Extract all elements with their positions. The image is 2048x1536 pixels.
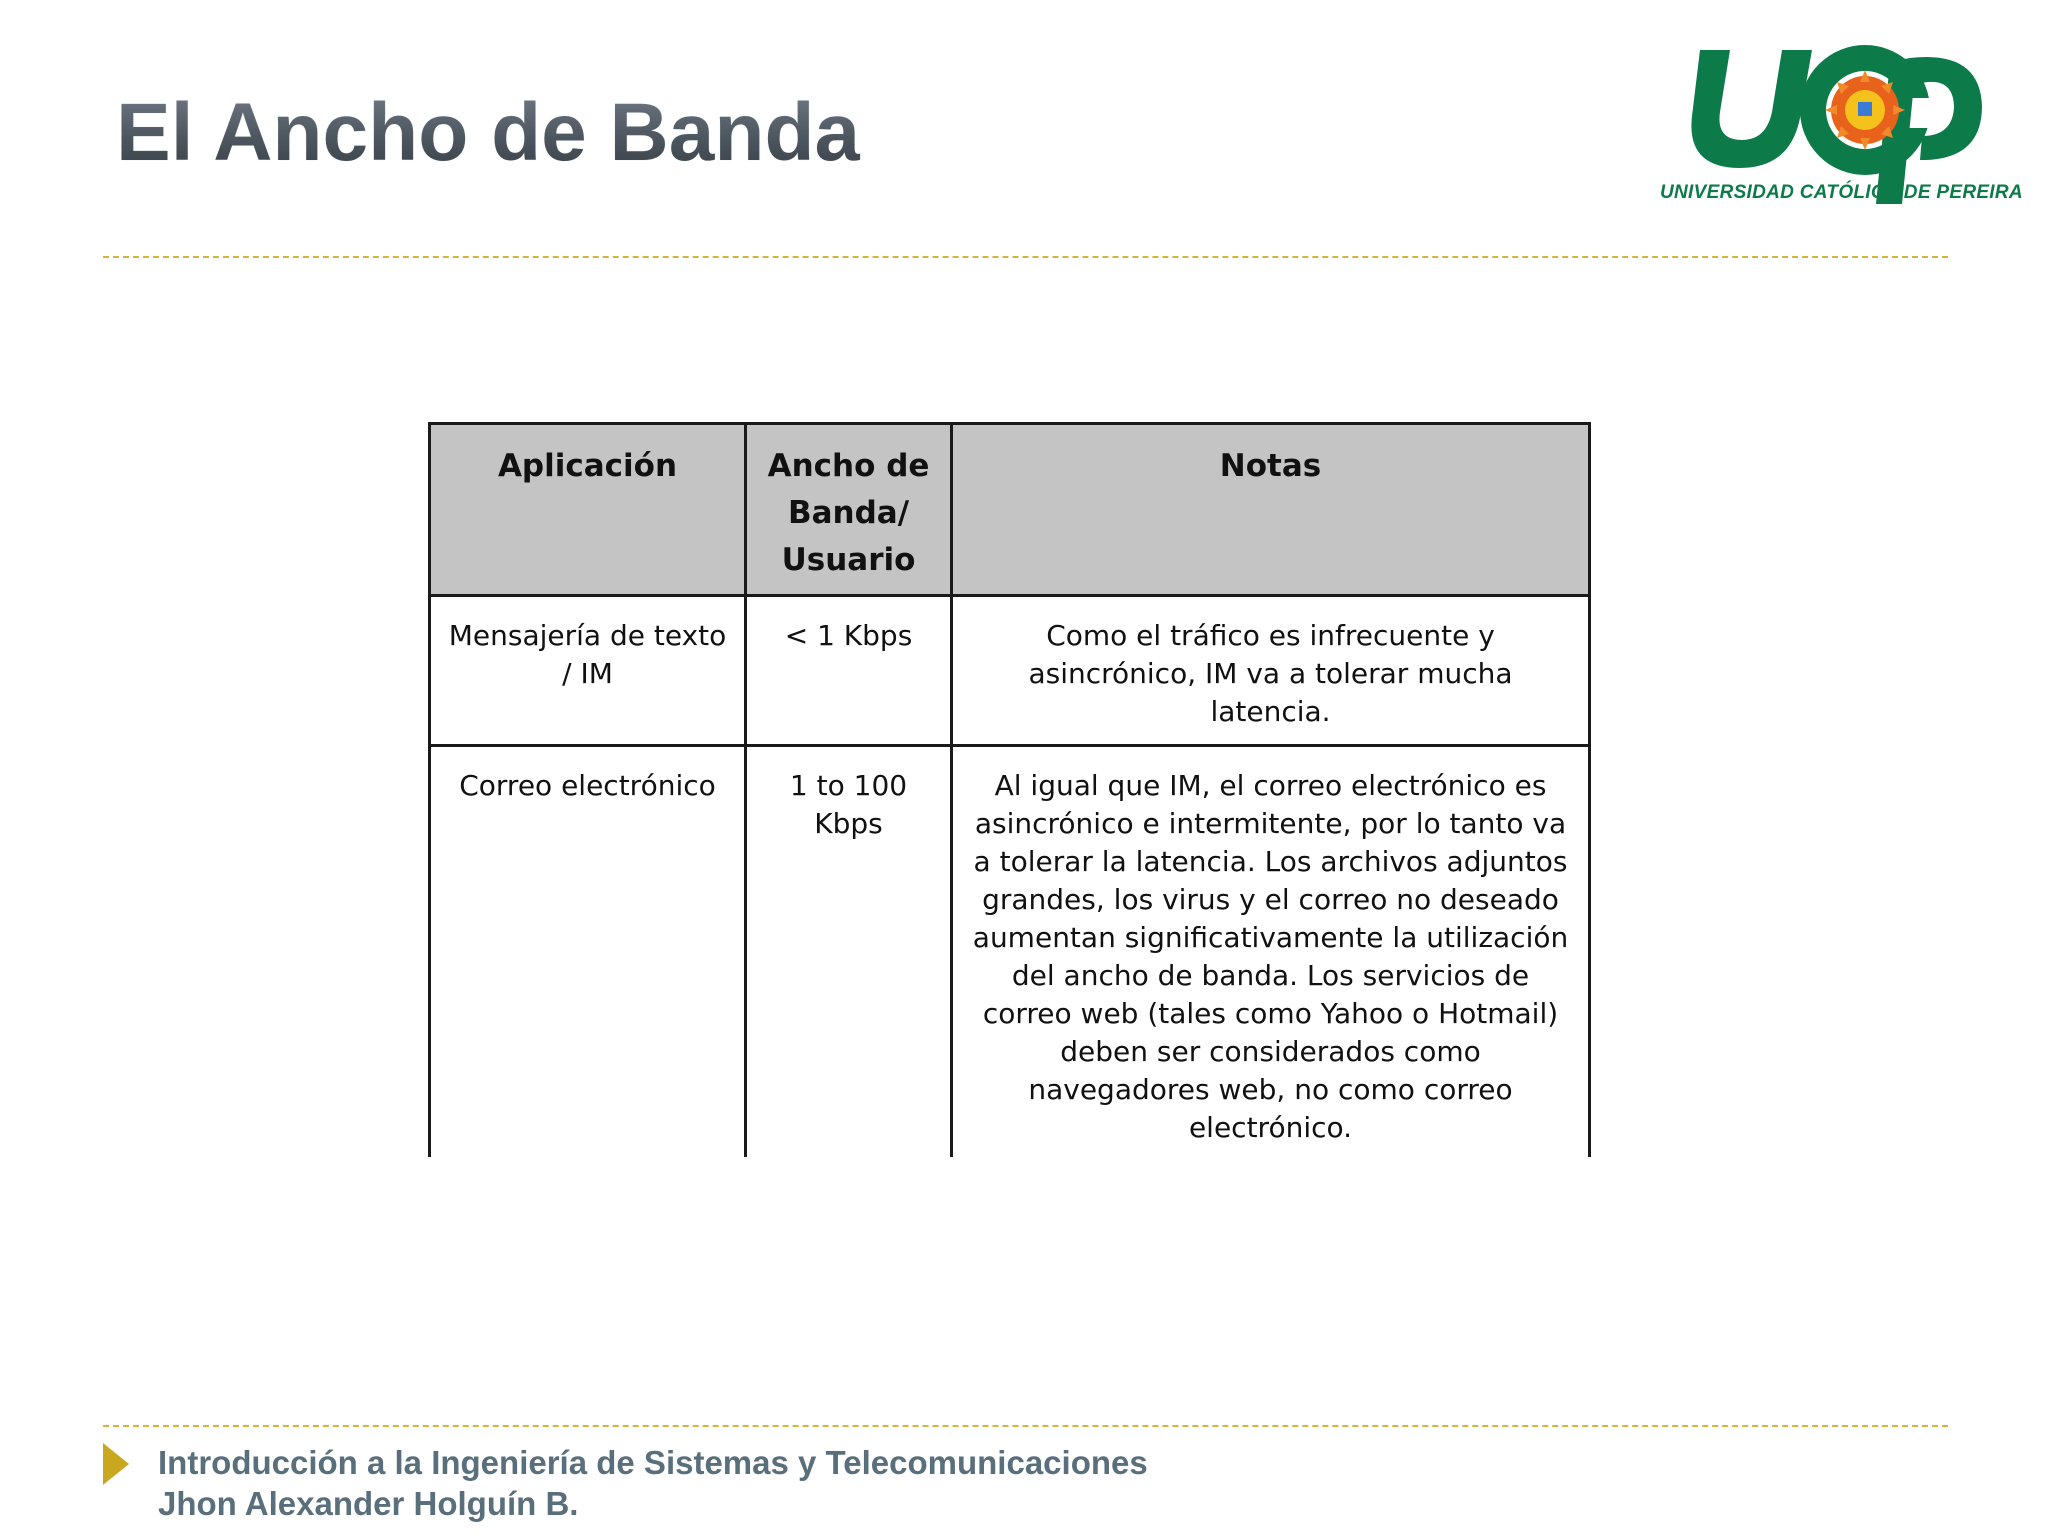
table-header-row bbox=[430, 424, 1590, 596]
cell-notes: Al igual que IM, el correo electrónico es asincrónico e intermitente, por lo tanto va a tolerar la latencia. Los archivos adjuntos grandes, los virus y el correo no deseado aumentan significativamente la utilización del ancho de banda. Los servicios de correo web (tales como Yahoo o Hotmail) deben ser considerados como navegadores web, no como correo electrónico. bbox=[952, 746, 1590, 1158]
table-row bbox=[430, 596, 1590, 746]
footer-course: Introducción a la Ingeniería de Sistemas y Telecomunicaciones bbox=[158, 1444, 1148, 1481]
logo-caption: UNIVERSIDAD CATÓLICA DE PEREIRA bbox=[1660, 182, 2023, 203]
header-application: Aplicación bbox=[430, 424, 746, 596]
table-row bbox=[430, 746, 1590, 1158]
triangle-bullet-icon bbox=[103, 1443, 129, 1485]
ucp-logo bbox=[1650, 40, 2030, 220]
cell-bandwidth: < 1 Kbps bbox=[746, 596, 952, 746]
cell-application: Mensajería de texto / IM bbox=[430, 596, 746, 746]
bandwidth-table bbox=[428, 422, 1591, 1157]
slide-title: El Ancho de Banda bbox=[116, 87, 861, 178]
footer-author: Jhon Alexander Holguín B. bbox=[158, 1485, 579, 1522]
header-divider bbox=[103, 256, 1948, 258]
header-notes: Notas bbox=[952, 424, 1590, 596]
footer-divider bbox=[103, 1425, 1948, 1427]
cell-application: Correo electrónico bbox=[430, 746, 746, 1158]
header-bandwidth: Ancho de Banda/ Usuario bbox=[746, 424, 952, 596]
cell-bandwidth: 1 to 100 Kbps bbox=[746, 746, 952, 1158]
cell-notes: Como el tráfico es infrecuente y asincrónico, IM va a tolerar mucha latencia. bbox=[952, 596, 1590, 746]
